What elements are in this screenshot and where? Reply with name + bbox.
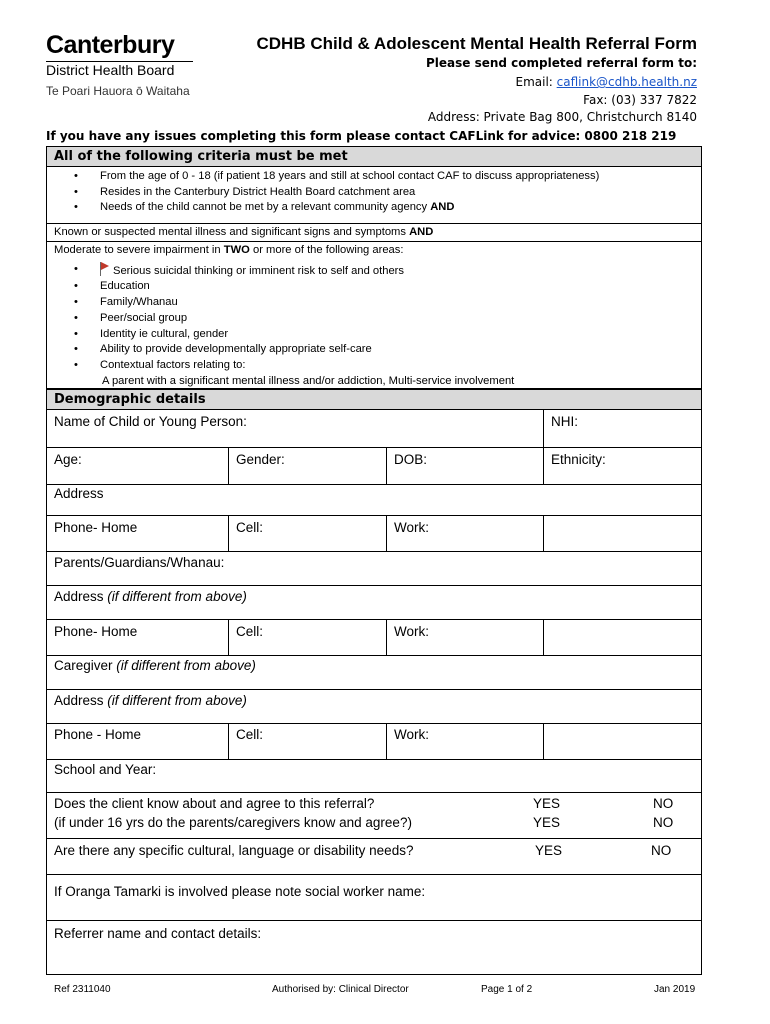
and-keyword: AND <box>409 226 434 238</box>
caregiver-word: Caregiver <box>54 658 117 673</box>
issues-contact: If you have any issues completing this form please contact CAFLink for advice: 0800 218 219 <box>46 129 677 143</box>
list-item: • Identity ie cultural, gender <box>47 327 701 343</box>
if-different-note: (if different from above) <box>107 693 247 708</box>
work-label: Work: <box>394 520 430 535</box>
footer-page: Page 1 of 2 <box>481 984 533 995</box>
footer-date: Jan 2019 <box>654 984 696 995</box>
list-item: • From the age of 0 - 18 (if patient 18 years and still at school contact CAF to discuss appropriateness) <box>47 169 701 185</box>
known-illness-row <box>47 223 701 241</box>
oranga-tamariki-label: If Oranga Tamarki is involved please note social worker name: <box>54 884 426 899</box>
postal-address: Address: Private Bag 800, Christchurch 8140 <box>427 110 697 124</box>
fax-line: Fax: (03) 337 7822 <box>583 93 697 107</box>
criteria-heading: All of the following criteria must be met <box>47 147 701 167</box>
criteria-list <box>47 167 701 223</box>
agree-question-under16: (if under 16 yrs do the parents/caregivers know and agree?) <box>54 815 412 830</box>
list-item-text: Needs of the child cannot be met by a relevant community agency <box>100 201 428 214</box>
two-keyword: TWO <box>223 244 250 256</box>
agree-under16-no-option[interactable]: NO <box>653 815 674 830</box>
school-label: School and Year: <box>54 762 157 777</box>
caregiver-phone-home-label: Phone - Home <box>54 727 142 742</box>
if-different-note: (if different from above) <box>116 658 256 673</box>
contextual-detail: A parent with a significant mental illness and/or addiction, Multi-service involvement <box>102 374 515 387</box>
gender-label: Gender: <box>236 452 285 467</box>
list-item: • Contextual factors relating to: <box>47 358 701 374</box>
list-item-text: Serious suicidal thinking or imminent risk to self and others <box>113 264 405 277</box>
email-line <box>515 75 697 89</box>
address-word: Address <box>54 693 108 708</box>
form-title: CDHB Child & Adolescent Mental Health Referral Form <box>256 34 697 53</box>
impairment-row <box>47 241 701 389</box>
if-different-note: (if different from above) <box>107 589 247 604</box>
nhi-label: NHI: <box>551 414 578 429</box>
logo-subtitle: District Health Board <box>46 62 175 78</box>
impairment-pre: Moderate to severe impairment in <box>54 244 224 256</box>
send-to-label: Please send completed referral form to: <box>425 56 697 70</box>
address-word: Address <box>54 589 108 604</box>
logo-canterbury: Canterbury <box>46 31 175 59</box>
logo-maori-name: Te Poari Hauora ō Waitaha <box>46 84 190 98</box>
impairment-intro <box>47 243 701 259</box>
phone-home-label: Phone- Home <box>54 520 138 535</box>
known-illness-text: Known or suspected mental illness and significant signs and symptoms <box>54 226 410 238</box>
cell-label: Cell: <box>236 520 264 535</box>
red-flag-icon <box>100 262 109 276</box>
footer-ref: Ref 2311040 <box>54 984 111 995</box>
list-item <box>47 260 701 280</box>
agree-no-option[interactable]: NO <box>653 796 674 811</box>
list-item: • Education <box>47 279 701 295</box>
and-keyword: AND <box>430 201 455 214</box>
parent-cell-label: Cell: <box>236 624 264 639</box>
impairment-post: or more of the following areas: <box>249 244 404 256</box>
cultural-needs-question: Are there any specific cultural, language or disability needs? <box>54 843 414 858</box>
list-item: • Peer/social group <box>47 311 701 327</box>
parents-label: Parents/Guardians/Whanau: <box>54 555 225 570</box>
agree-yes-option[interactable]: YES <box>533 796 561 811</box>
caregiver-work-label: Work: <box>394 727 430 742</box>
name-label: Name of Child or Young Person: <box>54 414 247 429</box>
agree-question: Does the client know about and agree to this referral? <box>54 796 375 811</box>
caregiver-label <box>54 658 256 673</box>
email-label: Email: <box>515 75 557 89</box>
address-label: Address <box>54 486 104 501</box>
footer-authorised: Authorised by: Clinical Director <box>272 984 409 995</box>
list-item: • Ability to provide developmentally appropriate self-care <box>47 342 701 358</box>
demographic-heading: Demographic details <box>47 389 701 410</box>
criteria-section <box>46 146 702 389</box>
caregiver-address-label <box>54 693 247 708</box>
caregiver-cell-label: Cell: <box>236 727 264 742</box>
agree-under16-yes-option[interactable]: YES <box>533 815 561 830</box>
email-link[interactable]: caflink@cdhb.health.nz <box>556 75 697 89</box>
cultural-yes-option[interactable]: YES <box>535 843 563 858</box>
dob-label: DOB: <box>394 452 428 467</box>
parent-work-label: Work: <box>394 624 430 639</box>
parent-phone-home-label: Phone- Home <box>54 624 138 639</box>
ethnicity-label: Ethnicity: <box>551 452 606 467</box>
list-item <box>47 200 701 216</box>
age-label: Age: <box>54 452 82 467</box>
referrer-label: Referrer name and contact details: <box>54 926 262 941</box>
cultural-no-option[interactable]: NO <box>651 843 672 858</box>
parent-address-label <box>54 589 247 604</box>
list-item: • Resides in the Canterbury District Health Board catchment area <box>47 185 701 201</box>
list-item: • Family/Whanau <box>47 295 701 311</box>
